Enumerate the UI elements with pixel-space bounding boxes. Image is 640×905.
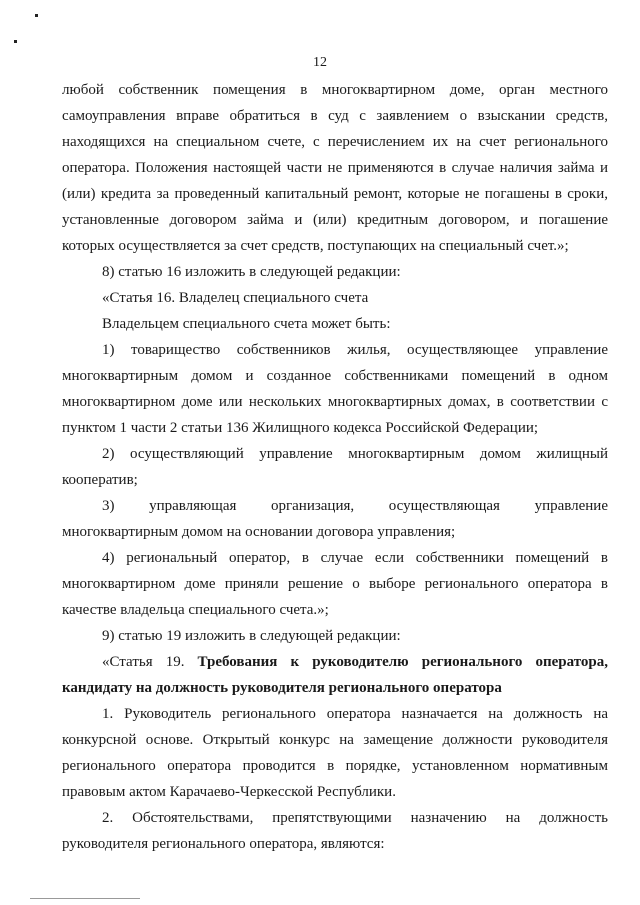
text-line: 1) товарищество собственников жилья, осуществляющее управление xyxy=(102,342,608,358)
article-19-label: «Статья 19. xyxy=(102,654,198,670)
document-body xyxy=(62,77,608,857)
text-line: конкурсной основе. Открытый конкурс на замещение должности руководителя xyxy=(62,732,608,748)
text-line: 3) управляющая организация, осуществляющая управление xyxy=(102,498,608,514)
text-line: многоквартирным домом на основании договора управления; xyxy=(62,524,456,540)
text-line: 1. Руководитель регионального оператора назначается на должность на xyxy=(102,706,608,722)
scan-speck xyxy=(14,40,17,43)
text-line: любой собственник помещения в многоквартирном доме, орган местного xyxy=(62,82,608,98)
text-line: оператора. Положения настоящей части не применяются в случае наличия займа и xyxy=(62,160,608,176)
text-line: (или) кредита за проведенный капитальный ремонт, которые не погашены в сроки, xyxy=(62,186,608,202)
text-line: кооператив; xyxy=(62,472,138,488)
text-line: находящихся на специальном счете, с перечислением их на счет регионального xyxy=(62,134,608,150)
text-line: кандидату на должность руководителя регионального оператора xyxy=(62,680,502,696)
article-19-title: Требования к руководителю регионального оператора, xyxy=(197,654,608,670)
page-number: 12 xyxy=(313,55,327,70)
text-line: многоквартирным домом и созданное собственниками помещений в одном xyxy=(62,368,608,384)
scan-speck xyxy=(35,14,38,17)
text-line: регионального оператора проводится в порядке, установленном нормативным xyxy=(62,758,608,774)
text-line: «Статья 16. Владелец специального счета xyxy=(102,290,369,306)
text-line: руководителя регионального оператора, являются: xyxy=(62,836,385,852)
text-line: Владельцем специального счета может быть: xyxy=(102,316,391,332)
text-line: многоквартирном доме или нескольких многоквартирных домах, в соответствии с xyxy=(62,394,608,410)
text-line: правовым актом Карачаево-Черкесской Республики. xyxy=(62,784,396,800)
text-line: установленные договором займа и (или) кредитным договором, и погашение xyxy=(62,212,608,228)
text-line: самоуправления вправе обратиться в суд с заявлением о взыскании средств, xyxy=(62,108,608,124)
text-line: 9) статью 19 изложить в следующей редакции: xyxy=(102,628,401,644)
text-line: пунктом 1 части 2 статьи 136 Жилищного кодекса Российской Федерации; xyxy=(62,420,539,436)
text-line: качестве владельца специального счета.»; xyxy=(62,602,329,618)
text-line: 2) осуществляющий управление многоквартирным домом жилищный xyxy=(102,446,608,462)
text-line: многоквартирном доме приняли решение о выборе регионального оператора в xyxy=(62,576,608,592)
article-19-heading xyxy=(62,649,608,675)
scan-edge-line xyxy=(30,898,140,899)
text-line: 2. Обстоятельствами, препятствующими назначению на должность xyxy=(102,810,608,826)
text-line: 4) региональный оператор, в случае если собственники помещений в xyxy=(102,550,608,566)
text-line: 8) статью 16 изложить в следующей редакции: xyxy=(102,264,401,280)
text-line: которых осуществляется за счет средств, поступающих на специальный счет.»; xyxy=(62,238,569,254)
